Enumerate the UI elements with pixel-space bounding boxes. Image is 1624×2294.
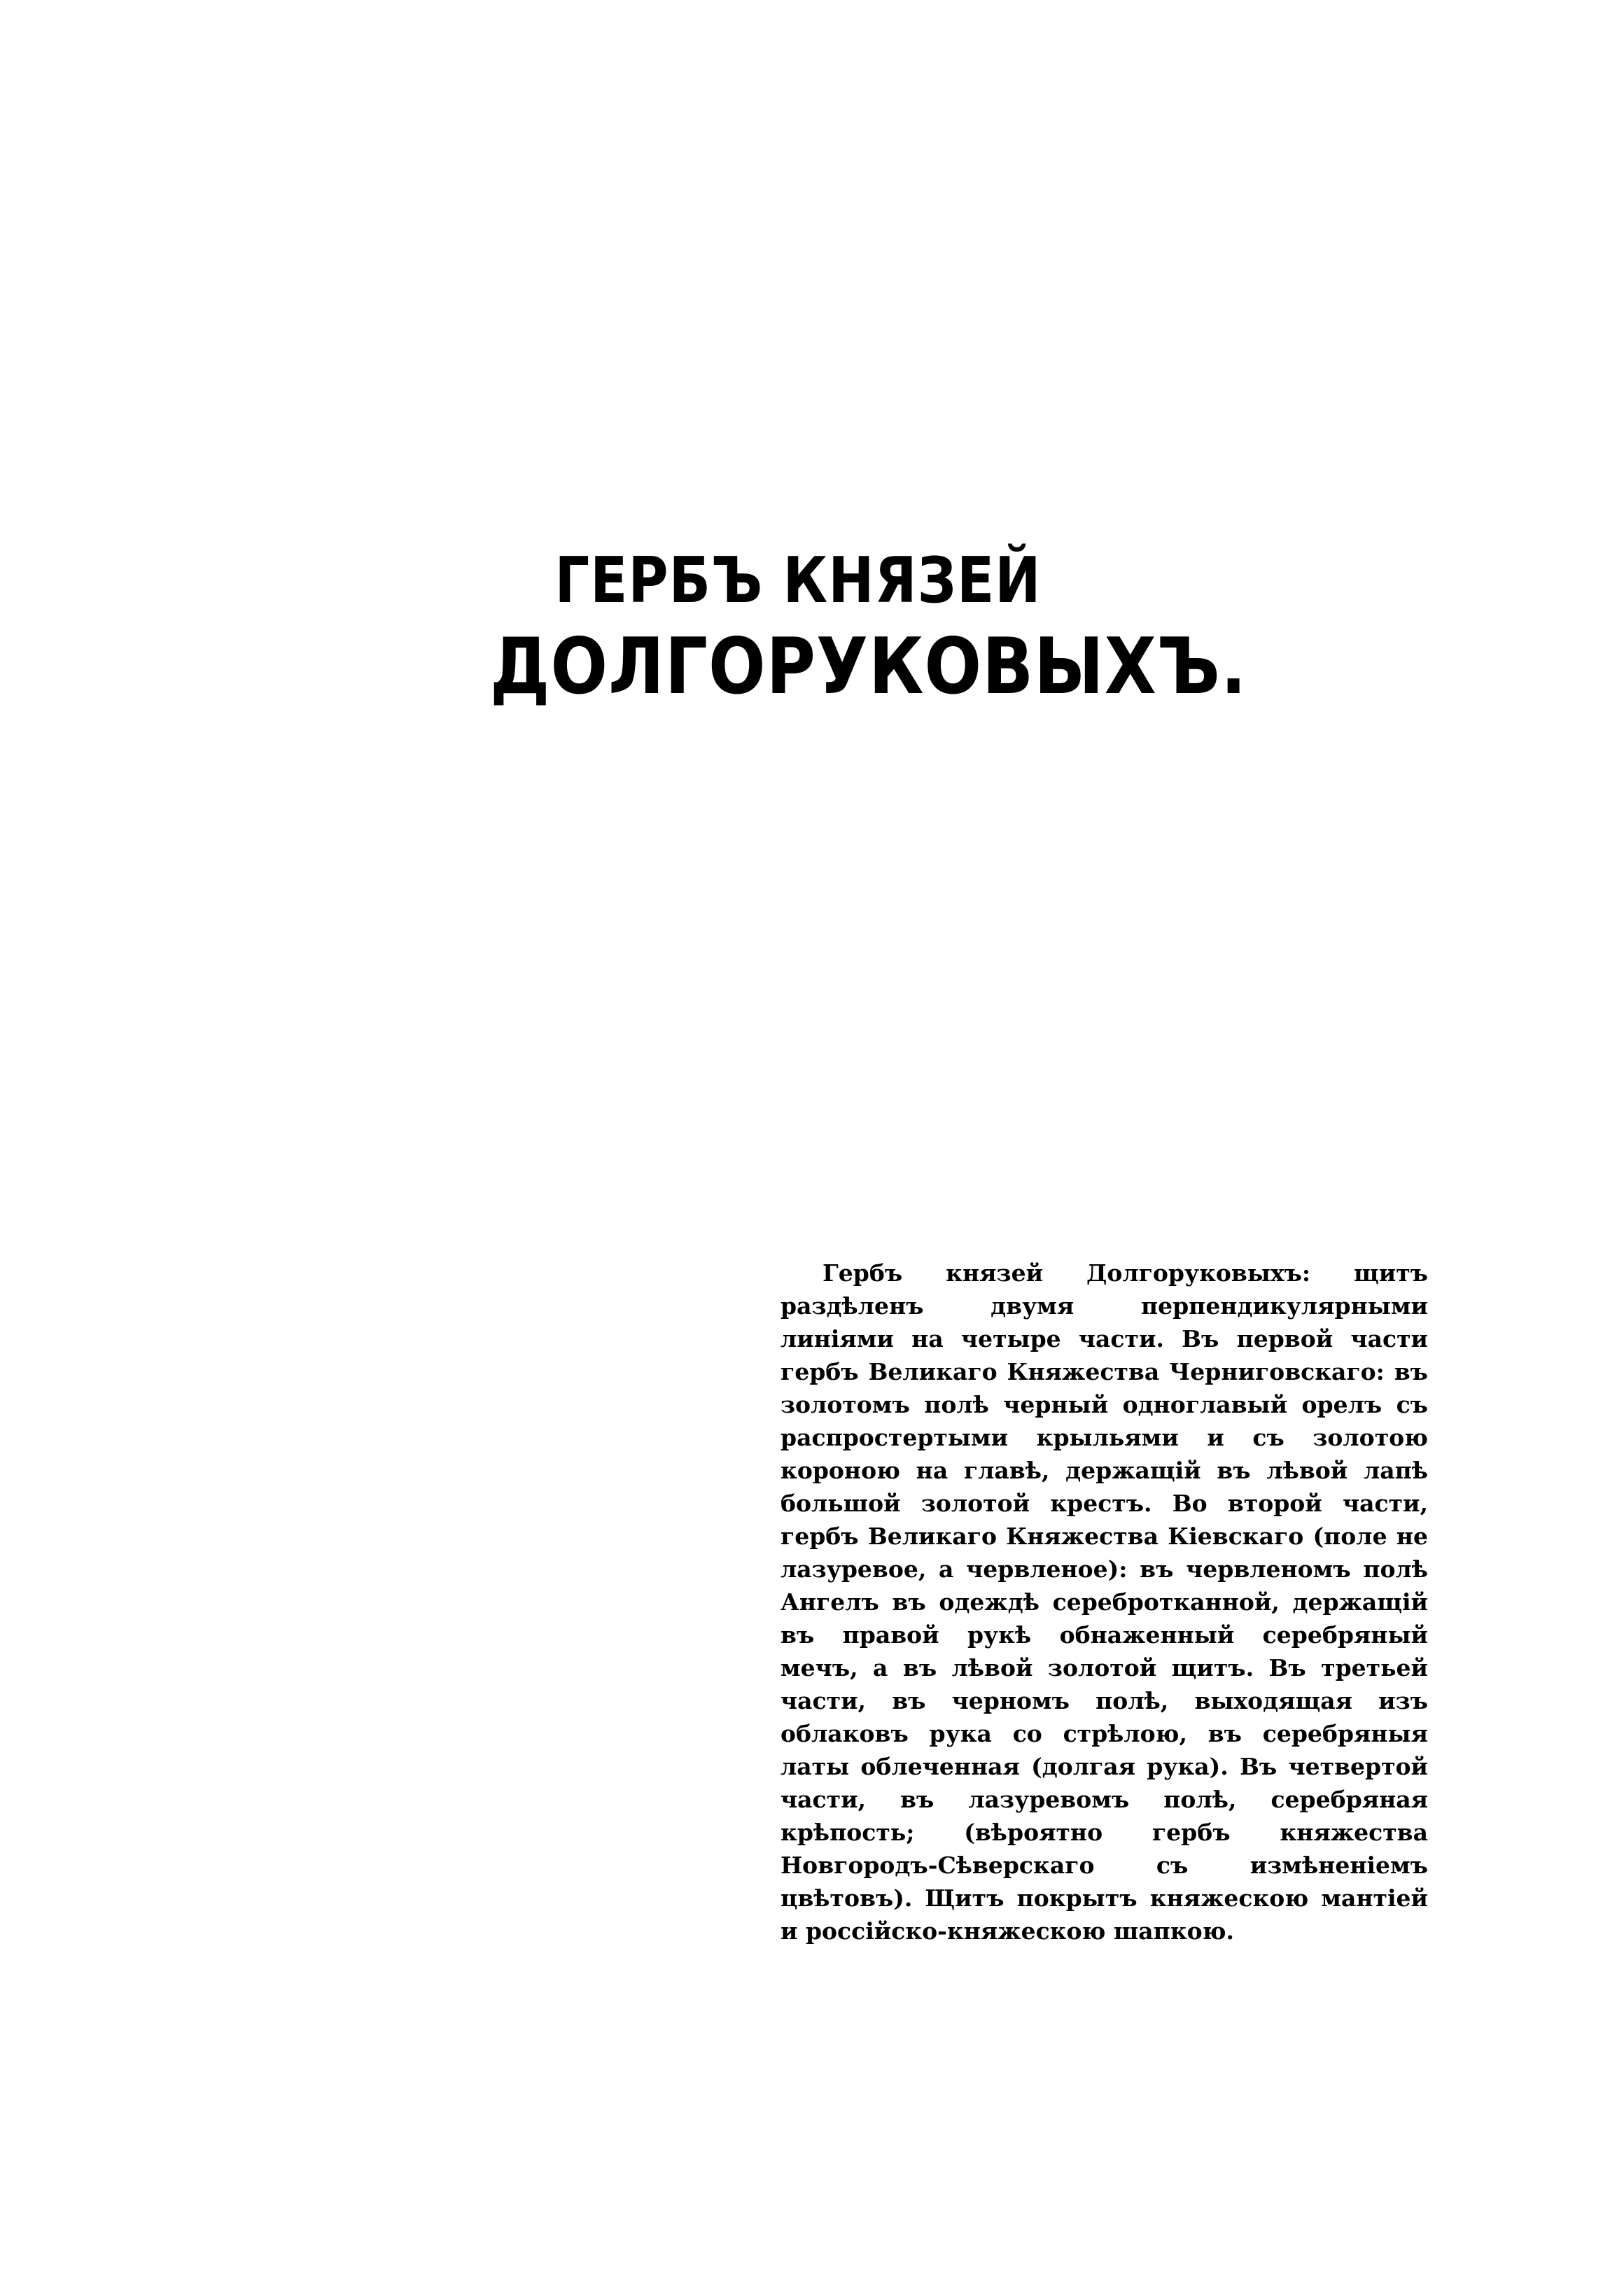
title-line-1: ГЕРБЪ КНЯЗЕЙ (554, 545, 1042, 617)
body-paragraph: Гербъ князей Долгоруковыхъ: щитъ раздѣленъ двумя перпендикулярными линіями на четыре части. Въ первой части гербъ Великаго Княжества Черниговскаго: въ золотомъ полѣ черный одноглавый орелъ съ распростертыми крыльями и съ золотою короною на главѣ, держащій въ лѣвой лапѣ большой золотой крестъ. Во второй части, гербъ Великаго Княжества Кіевскаго (поле не лазуревое, а червленое): въ червленомъ полѣ Ангелъ въ одеждѣ сереброткaнной, держащій въ правой рукѣ обнаженный серебряный мечъ, а въ лѣвой золотой щитъ. Въ третьей части, въ черномъ полѣ, выходящая изъ облаковъ рука со стрѣлою, въ серебряныя латы облеченная (долгая рука). Въ четвертой части, въ лазуревомъ полѣ, серебряная крѣпость; (вѣроятно гербъ княжества Новгородъ-Сѣверскаго съ измѣненіемъ цвѣтовъ). Щитъ покрытъ княжескою мантіей и россійско-княжескою шапкою. (780, 1259, 1428, 1945)
page-title (490, 545, 1247, 712)
title-line-2: ДОЛГОРУКОВЫХЪ. (490, 621, 1247, 712)
